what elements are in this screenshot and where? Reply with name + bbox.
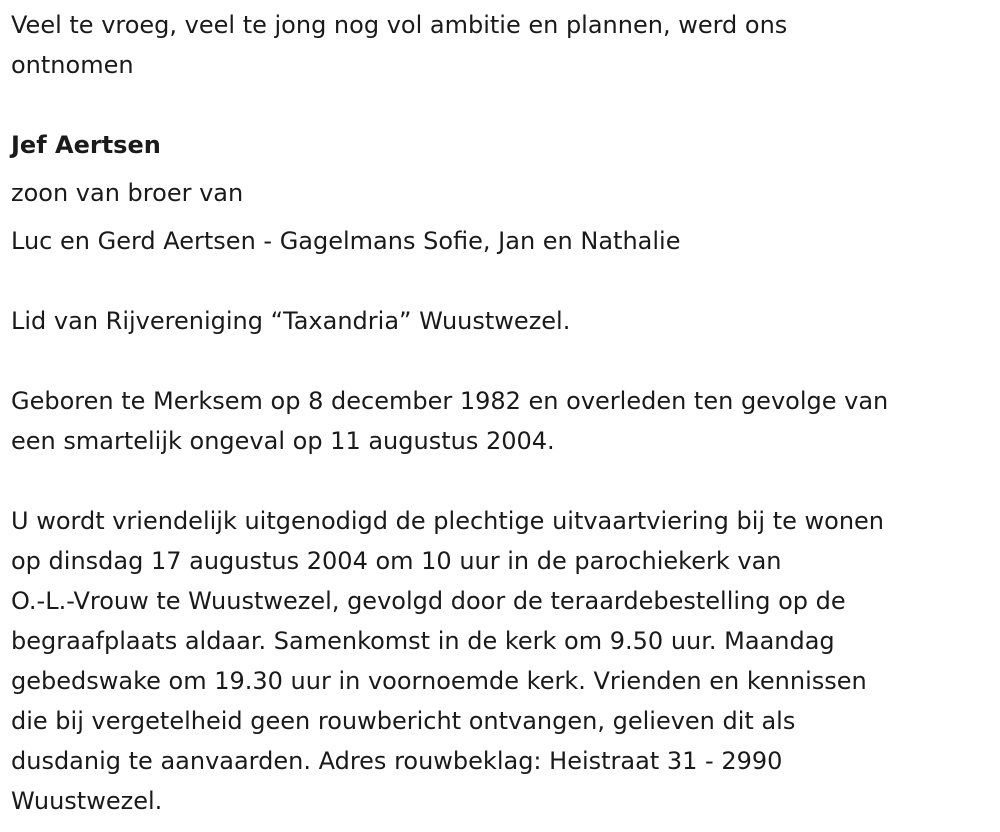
spacer bbox=[11, 341, 996, 381]
invitation-text: U wordt vriendelijk uitgenodigd de plechtige uitvaartviering bij te wonen op dinsdag 17 augustus 2004 om 10 uur in de parochiekerk van O.-L.-Vrouw te Wuustwezel, gevolgd door de teraardebestelling op de begraafplaats aldaar. Samenkomst in de kerk om 9.50 uur. Maandag gebedswake om 19.30 uur in voornoemde kerk. Vrienden en kennissen die bij vergetelheid geen rouwbericht ontvangen, gelieven dit als dusdanig te aanvaarden. Adres rouwbeklag: Heistraat 31 - 2990 Wuustwezel. bbox=[11, 507, 884, 815]
intro-text: Veel te vroeg, veel te jong nog vol ambitie en plannen, werd ons ontnomen bbox=[11, 11, 788, 79]
membership-text: Lid van Rijvereniging “Taxandria” Wuustwezel. bbox=[11, 307, 571, 335]
relation-line: zoon van broer van bbox=[11, 179, 244, 207]
family-line: Luc en Gerd Aertsen - Gagelmans Sofie, Jan en Nathalie bbox=[11, 227, 681, 255]
deceased-name: Jef Aertsen bbox=[11, 131, 161, 159]
spacer bbox=[11, 261, 996, 301]
spacer bbox=[11, 85, 996, 125]
birth-death-text: Geboren te Merksem op 8 december 1982 en overleden ten gevolge van een smartelijk ongeval op 11 augustus 2004. bbox=[11, 387, 889, 455]
spacer bbox=[11, 461, 996, 501]
